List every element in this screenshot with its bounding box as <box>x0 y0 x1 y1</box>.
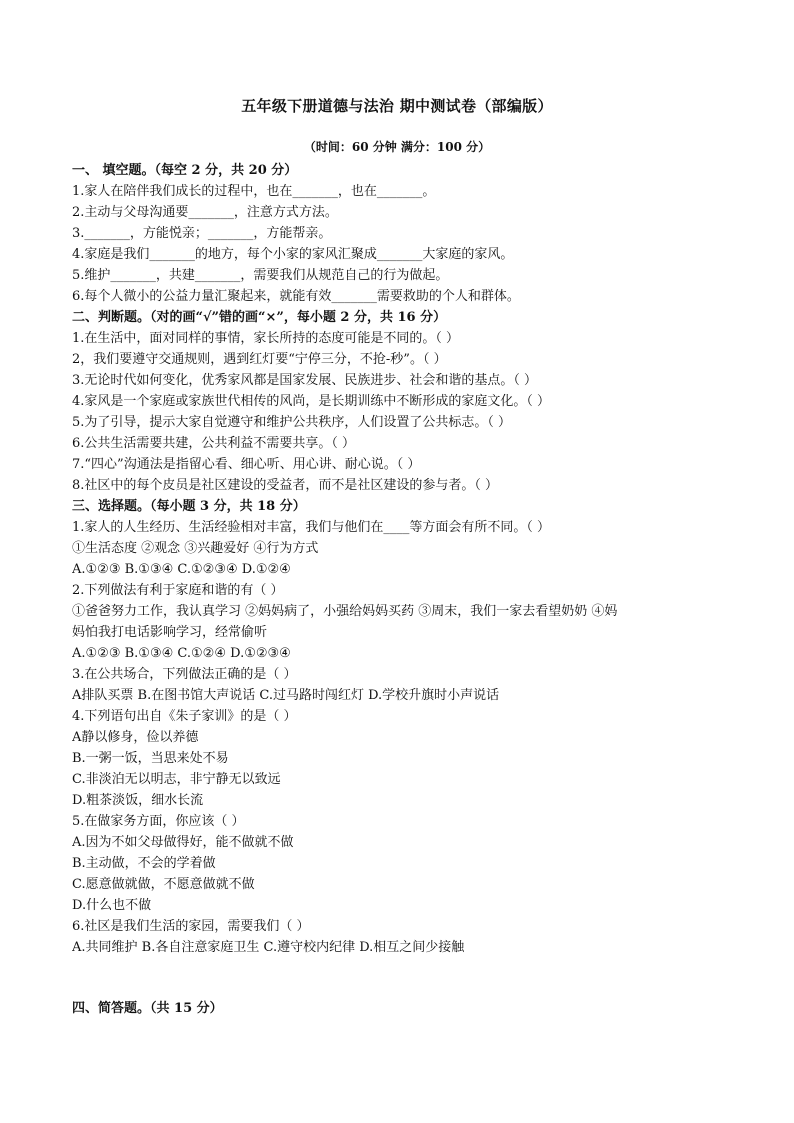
section-heading: 二、判断题。（对的画“√”错的画“×”，每小题 2 分，共 16 分） <box>72 310 447 325</box>
question-line: A静以修身，俭以养德 <box>72 730 199 745</box>
question-line: 1.在生活中，面对同样的事情，家长所持的态度可能是不同的。（ ） <box>72 331 460 346</box>
question-line: A.①②③ B.①③④ C.①②③④ D.①②④ <box>72 562 291 577</box>
question-line: B.主动做，不会的学着做 <box>72 856 216 871</box>
question-line: A.共同维护 B.各自注意家庭卫生 C.遵守校内纪律 D.相互之间少接触 <box>72 940 465 955</box>
question-line: 3.无论时代如何变化，优秀家风都是国家发展、民族进步、社会和谐的基点。（ ） <box>72 373 538 388</box>
question-line: ①生活态度 ②观念 ③兴趣爱好 ④行为方式 <box>72 541 319 556</box>
question-line: C.愿意做就做，不愿意做就不做 <box>72 877 255 892</box>
question-line: 2，我们要遵守交通规则，遇到红灯要“宁停三分，不抢-秒”。（ ） <box>72 352 447 367</box>
exam-content <box>72 160 722 1019</box>
question-line: C.非淡泊无以明志，非宁静无以致远 <box>72 772 281 787</box>
section-heading: 三、选择题。（每小题 3 分，共 18 分） <box>72 499 306 514</box>
question-line: 妈怕我打电话影响学习，经常偷听 <box>72 625 268 640</box>
section-heading: 四、简答题。（共 15 分） <box>72 1001 223 1016</box>
question-line: A排队买票 B.在图书馆大声说话 C.过马路时闯红灯 D.学校升旗时小声说话 <box>72 688 500 703</box>
question-line: B.一粥一饭，当思来处不易 <box>72 751 229 766</box>
question-line: D.什么也不做 <box>72 898 152 913</box>
question-line: 7.“四心”沟通法是指留心看、细心听、用心讲、耐心说。（ ） <box>72 457 421 472</box>
question-line: 1.家人在陪伴我们成长的过程中，也在_______，也在_______。 <box>72 184 436 199</box>
question-line: 2.主动与父母沟通要_______，注意方式方法。 <box>72 205 338 220</box>
question-line: 6.公共生活需要共建，公共利益不需要共享。（ ） <box>72 436 356 451</box>
question-line: 3.在公共场合，下列做法正确的是（ ） <box>72 667 297 682</box>
question-line: 6.社区是我们生活的家园，需要我们（ ） <box>72 919 310 934</box>
page-title: 五年级下册道德与法治 期中测试卷（部编版） <box>241 97 553 115</box>
question-line: 5.维护_______，共建_______，需要我们从规范自己的行为做起。 <box>72 268 449 283</box>
question-line: 6.每个人微小的公益力量汇聚起来，就能有效_______需要救助的个人和群体。 <box>72 289 520 304</box>
question-line: ①爸爸努力工作，我认真学习 ②妈妈病了，小强给妈妈买药 ③周末，我们一家去看望奶奶 ④妈 <box>72 604 618 619</box>
question-line: D.粗茶淡饭，细水长流 <box>72 793 204 808</box>
question-line: 1.家人的人生经历、生活经验相对丰富，我们与他们在____等方面会有所不同。（ ） <box>72 520 551 535</box>
question-line: 4.家庭是我们_______的地方，每个小家的家风汇聚成_______大家庭的家风。 <box>72 247 514 262</box>
question-line: 5.为了引导，提示大家自觉遵守和维护公共秩序，人们设置了公共标志。（ ） <box>72 415 512 430</box>
section-heading: 一、 填空题。（每空 2 分，共 20 分） <box>72 163 298 178</box>
page-subtitle: （时间：60 分钟 满分：100 分） <box>303 140 491 154</box>
question-line: 4.家风是一个家庭或家族世代相传的风尚，是长期训练中不断形成的家庭文化。（ ） <box>72 394 551 409</box>
question-line: 5.在做家务方面，你应该（ ） <box>72 814 245 829</box>
question-line: 2.下列做法有利于家庭和谐的有（ ） <box>72 583 284 598</box>
question-line: A.①②③ B.①③④ C.①②④ D.①②③④ <box>72 646 291 661</box>
question-line: 3._______，方能悦亲；_______，方能帮亲。 <box>72 226 332 241</box>
question-line: A.因为不如父母做得好，能不做就不做 <box>72 835 294 850</box>
question-line: 8.社区中的每个皮员是社区建设的受益者，而不是社区建设的参与者。（ ） <box>72 478 499 493</box>
question-line: 4.下列语句出自《朱子家训》的是（ ） <box>72 709 297 724</box>
